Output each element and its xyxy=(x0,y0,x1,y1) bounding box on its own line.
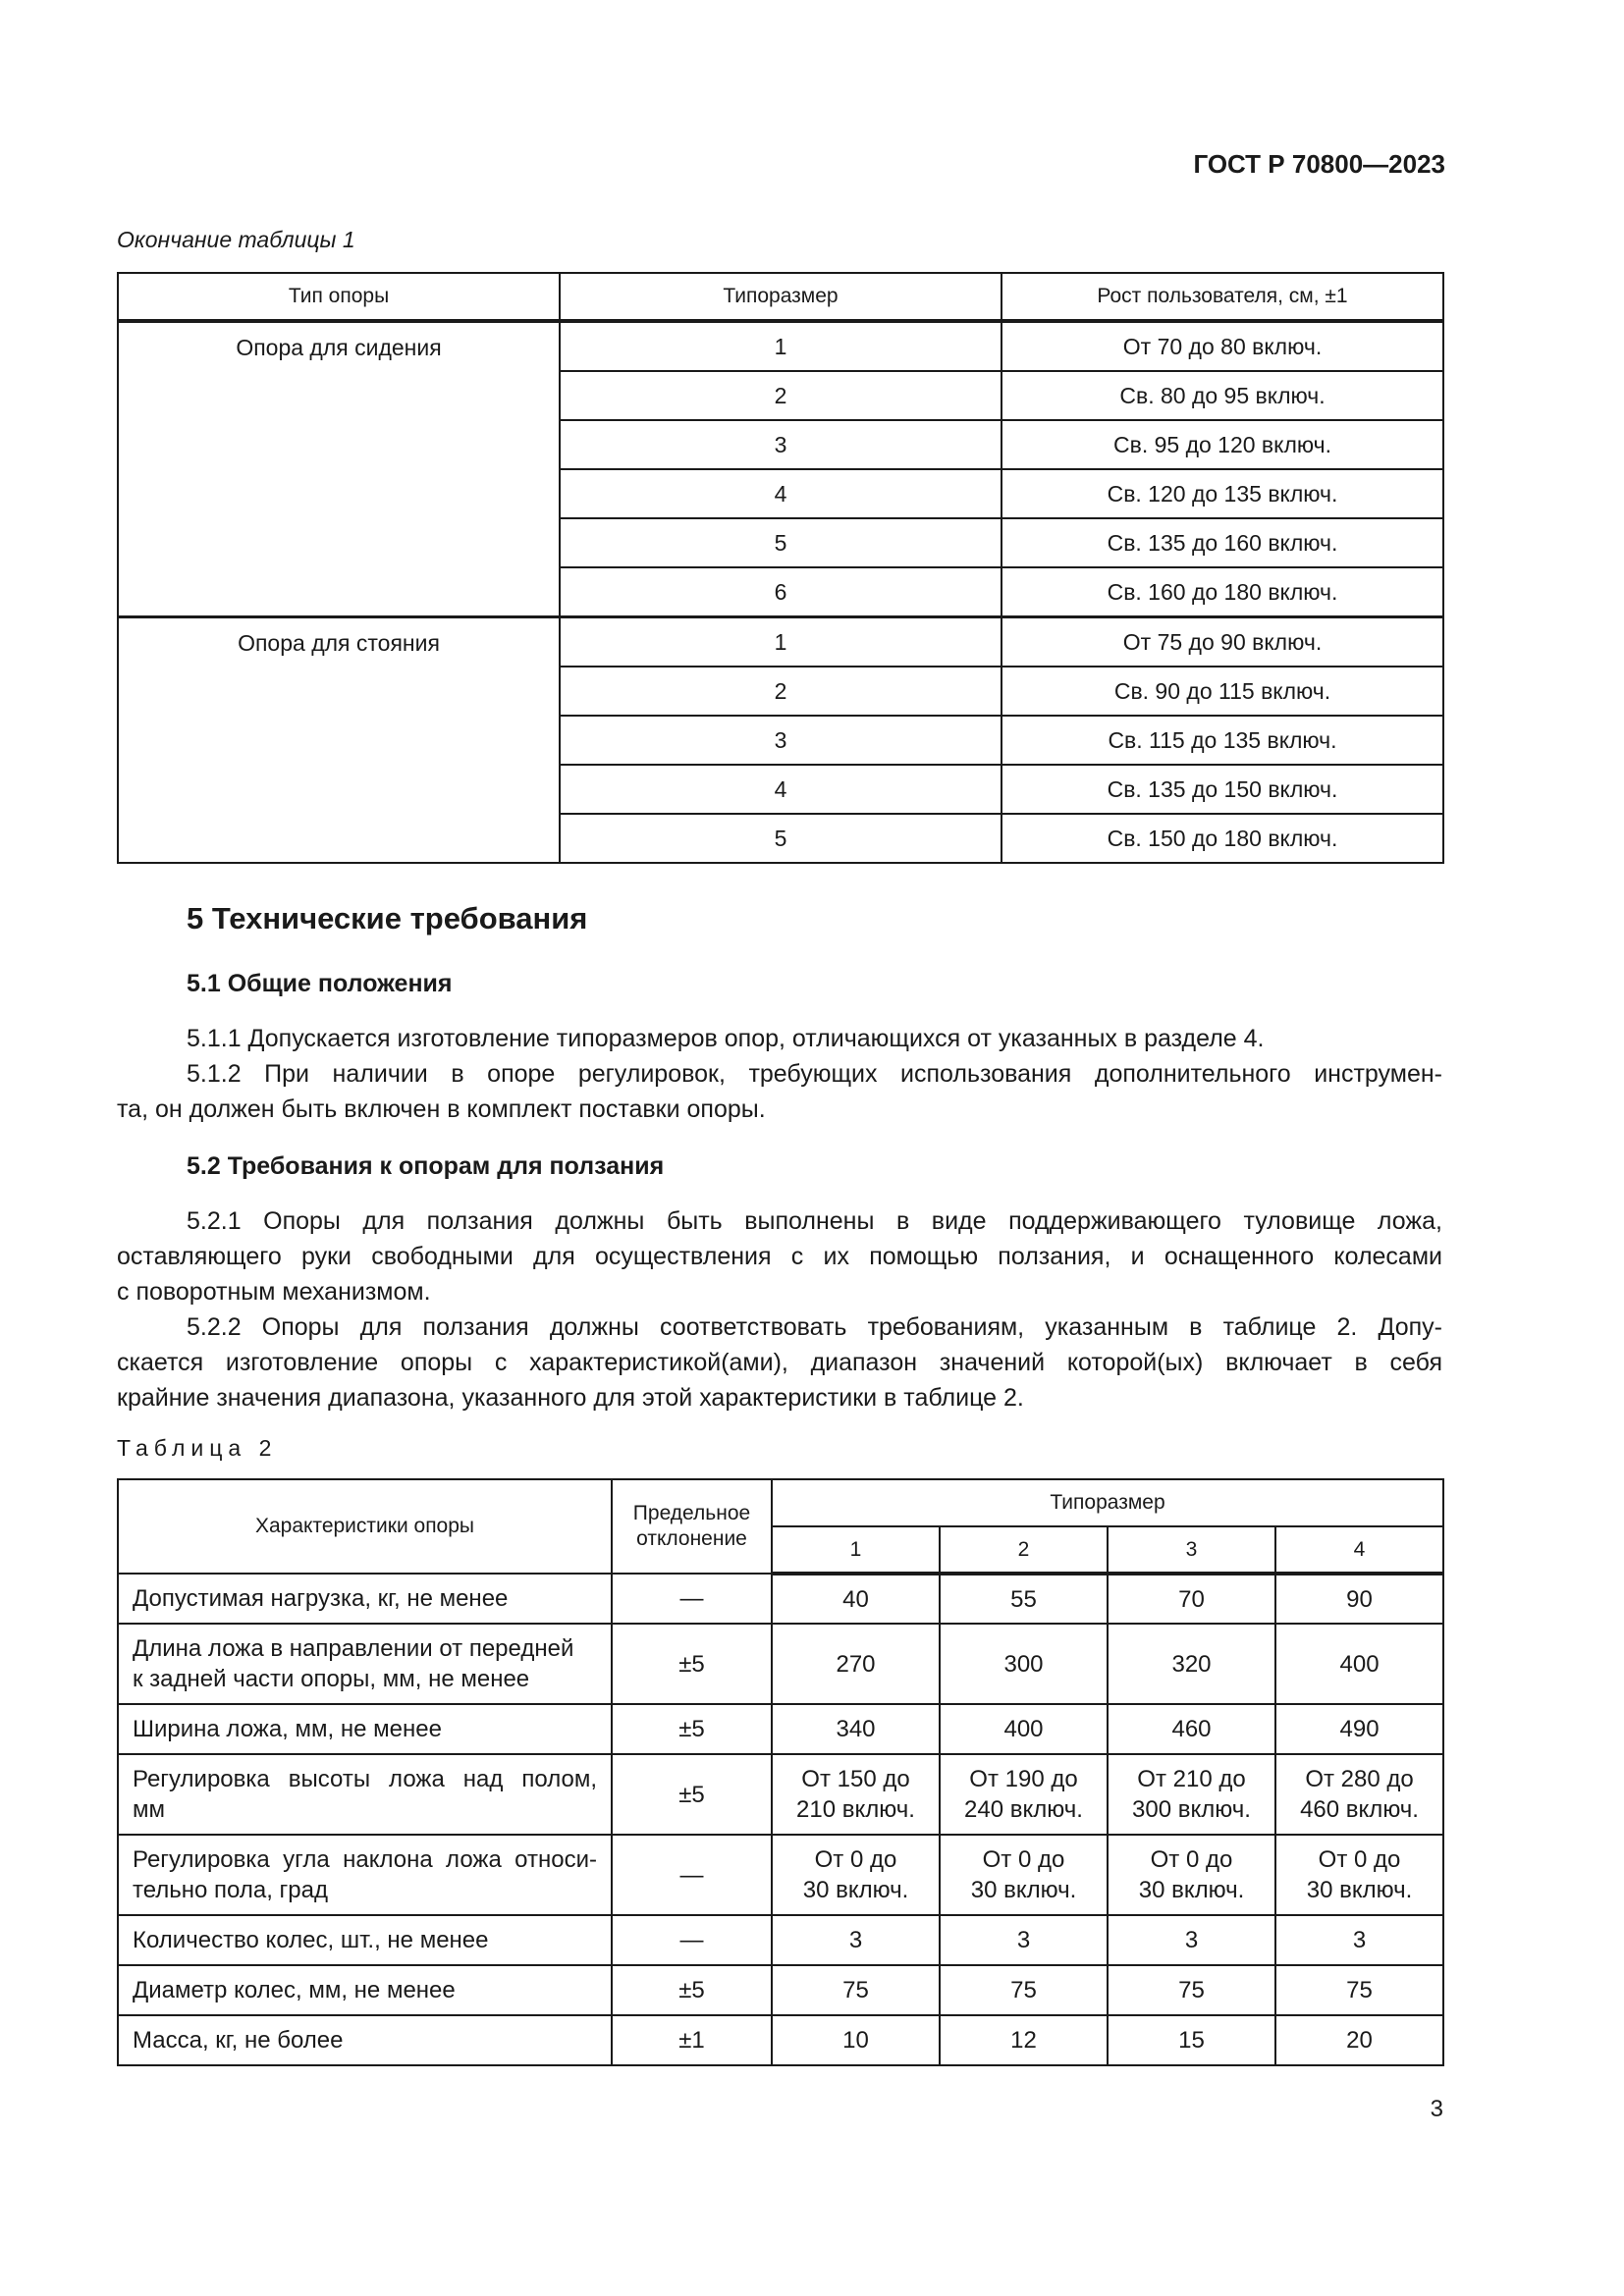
table2-value: 40 xyxy=(772,1574,940,1624)
table2-deviation: ±5 xyxy=(612,1965,772,2015)
table2-value-line: 300 включ. xyxy=(1132,1796,1251,1823)
table2-value: 3 xyxy=(1108,1915,1275,1965)
table2-characteristic-line: Регулировка высоты ложа над полом, xyxy=(133,1766,597,1792)
table2-value-line: 460 включ. xyxy=(1300,1796,1419,1823)
document-code: ГОСТ Р 70800—2023 xyxy=(1193,149,1445,179)
table2-deviation: ±5 xyxy=(612,1704,772,1754)
table2-size-2: 2 xyxy=(940,1526,1108,1574)
table2-value xyxy=(940,1754,1108,1835)
table2-value: 70 xyxy=(1108,1574,1275,1624)
table2-value: 3 xyxy=(1275,1915,1443,1965)
paragraph-5-1-1 xyxy=(117,1021,1442,1056)
table1-col-type: Тип опоры xyxy=(118,273,560,321)
table2-characteristic-line: тельно пола, град xyxy=(133,1877,329,1903)
section-5-heading: 5 Технические требования xyxy=(187,901,588,935)
table2-value-line: От 0 до xyxy=(1318,1846,1401,1873)
table-row xyxy=(118,1835,1443,1915)
table2-value xyxy=(1108,1835,1275,1915)
table2-value: 20 xyxy=(1275,2015,1443,2065)
table2-value: 90 xyxy=(1275,1574,1443,1624)
paragraph-line: та, он должен быть включен в комплект поставки опоры. xyxy=(117,1095,766,1123)
table1-size: 2 xyxy=(560,371,1001,420)
table2-value: 15 xyxy=(1108,2015,1275,2065)
table2-deviation: ±5 xyxy=(612,1754,772,1835)
paragraph-line: 5.1.1 Допускается изготовление типоразмеров опор, отличающихся от указанных в разделе 4. xyxy=(187,1025,1265,1052)
table2-value-line: От 190 до xyxy=(969,1766,1078,1792)
table1-height: Св. 150 до 180 включ. xyxy=(1001,814,1443,863)
page-number: 3 xyxy=(1430,2096,1443,2122)
table2-header-row xyxy=(118,1479,1443,1526)
table2-value-line: 30 включ. xyxy=(1138,1877,1245,1903)
table2-characteristic: Ширина ложа, мм, не менее xyxy=(118,1704,612,1754)
table2-characteristic xyxy=(118,1754,612,1835)
table2-characteristic: Количество колес, шт., не менее xyxy=(118,1915,612,1965)
table2-value-line: 30 включ. xyxy=(970,1877,1077,1903)
table2-value: 75 xyxy=(1108,1965,1275,2015)
table1-header-row xyxy=(118,273,1443,321)
table1-size: 1 xyxy=(560,617,1001,667)
table2-value-line: От 0 до xyxy=(1150,1846,1233,1873)
table-2 xyxy=(117,1478,1444,2066)
table1-caption: Окончание таблицы 1 xyxy=(117,227,355,252)
table2-characteristic-line: мм xyxy=(133,1796,165,1823)
table2-value-line: 240 включ. xyxy=(964,1796,1083,1823)
paragraph-line: скается изготовление опоры с характеристикой(ами), диапазон значений которой(ых) включает в себя xyxy=(117,1349,1442,1376)
table2-value: 75 xyxy=(1275,1965,1443,2015)
table1-height: Св. 90 до 115 включ. xyxy=(1001,667,1443,716)
table1-height: Св. 95 до 120 включ. xyxy=(1001,420,1443,469)
table2-value-line: От 0 до xyxy=(814,1846,897,1873)
table-row xyxy=(118,321,1443,371)
table2-characteristic xyxy=(118,1835,612,1915)
table1-height: Св. 80 до 95 включ. xyxy=(1001,371,1443,420)
paragraph-5-2-2 xyxy=(117,1309,1442,1415)
table-row xyxy=(118,1624,1443,1704)
table2-value-line: 30 включ. xyxy=(1306,1877,1413,1903)
section-5-2-heading: 5.2 Требования к опорам для ползания xyxy=(187,1152,665,1180)
paragraph-line: оставляющего руки свободными для осуществления с их помощью ползания, и оснащенного колесами xyxy=(117,1243,1442,1270)
table2-size-3: 3 xyxy=(1108,1526,1275,1574)
table1-size: 4 xyxy=(560,469,1001,518)
paragraph-line: 5.1.2 При наличии в опоре регулировок, требующих использования дополнительного инструмен- xyxy=(187,1060,1442,1088)
table2-deviation: — xyxy=(612,1835,772,1915)
table1-height: От 75 до 90 включ. xyxy=(1001,617,1443,667)
table-1 xyxy=(117,272,1444,864)
table2-characteristic: Допустимая нагрузка, кг, не менее xyxy=(118,1574,612,1624)
paragraph-line: 5.2.1 Опоры для ползания должны быть выполнены в виде поддерживающего туловище ложа, xyxy=(187,1207,1442,1235)
table1-size: 6 xyxy=(560,567,1001,617)
table2-value xyxy=(1108,1754,1275,1835)
table2-value-line: 30 включ. xyxy=(802,1877,909,1903)
table2-size-1: 1 xyxy=(772,1526,940,1574)
table1-col-height: Рост пользователя, см, ±1 xyxy=(1001,273,1443,321)
table-row xyxy=(118,1915,1443,1965)
table1-size: 3 xyxy=(560,716,1001,765)
table1-height: Св. 120 до 135 включ. xyxy=(1001,469,1443,518)
table2-deviation: ±1 xyxy=(612,2015,772,2065)
table1-height: Св. 135 до 160 включ. xyxy=(1001,518,1443,567)
paragraph-5-1-2 xyxy=(117,1056,1442,1127)
table1-type-standing: Опора для стояния xyxy=(118,617,560,864)
table2-value: 12 xyxy=(940,2015,1108,2065)
table2-value: 490 xyxy=(1275,1704,1443,1754)
table2-deviation: — xyxy=(612,1574,772,1624)
table1-size: 2 xyxy=(560,667,1001,716)
table2-value: 460 xyxy=(1108,1704,1275,1754)
table2-deviation: — xyxy=(612,1915,772,1965)
table2-value: 75 xyxy=(772,1965,940,2015)
paragraph-line: 5.2.2 Опоры для ползания должны соответствовать требованиям, указанным в таблице 2. Допу- xyxy=(187,1313,1442,1341)
table1-height: От 70 до 80 включ. xyxy=(1001,321,1443,371)
table2-characteristic-line: к задней части опоры, мм, не менее xyxy=(133,1666,530,1692)
table2-characteristic: Диаметр колес, мм, не менее xyxy=(118,1965,612,2015)
table2-characteristic-line: Регулировка угла наклона ложа относи- xyxy=(133,1846,597,1873)
table2-value-line: От 280 до xyxy=(1305,1766,1414,1792)
section-5-1-heading: 5.1 Общие положения xyxy=(187,970,453,997)
table1-size: 4 xyxy=(560,765,1001,814)
table1-size: 1 xyxy=(560,321,1001,371)
table2-value xyxy=(1275,1754,1443,1835)
table1-height: Св. 115 до 135 включ. xyxy=(1001,716,1443,765)
table2-value-line: От 0 до xyxy=(982,1846,1065,1873)
table2-value: 270 xyxy=(772,1624,940,1704)
table2-size-4: 4 xyxy=(1275,1526,1443,1574)
table1-col-size: Типоразмер xyxy=(560,273,1001,321)
table2-value: 300 xyxy=(940,1624,1108,1704)
table2-col-deviation-line: Предельное xyxy=(632,1502,751,1524)
table2-deviation: ±5 xyxy=(612,1624,772,1704)
table2-value: 340 xyxy=(772,1704,940,1754)
table1-size: 5 xyxy=(560,814,1001,863)
table2-characteristic-line: Длина ложа в направлении от передней xyxy=(133,1635,574,1662)
table1-size: 3 xyxy=(560,420,1001,469)
table1-height: Св. 160 до 180 включ. xyxy=(1001,567,1443,617)
table1-size: 5 xyxy=(560,518,1001,567)
table2-col-characteristics: Характеристики опоры xyxy=(118,1479,612,1574)
table2-value: 400 xyxy=(940,1704,1108,1754)
table2-value: 3 xyxy=(772,1915,940,1965)
table2-characteristic xyxy=(118,1624,612,1704)
table2-col-size-group: Типоразмер xyxy=(772,1479,1443,1526)
table2-value: 320 xyxy=(1108,1624,1275,1704)
table-row xyxy=(118,1704,1443,1754)
paragraph-5-2-1 xyxy=(117,1203,1442,1309)
table-row xyxy=(118,1965,1443,2015)
table2-value xyxy=(772,1835,940,1915)
table2-col-deviation-line: отклонение xyxy=(636,1527,747,1550)
table2-value-line: От 210 до xyxy=(1137,1766,1246,1792)
table2-value xyxy=(1275,1835,1443,1915)
paragraph-line: крайние значения диапазона, указанного для этой характеристики в таблице 2. xyxy=(117,1384,1024,1412)
table1-type-sitting: Опора для сидения xyxy=(118,321,560,617)
table1-height: Св. 135 до 150 включ. xyxy=(1001,765,1443,814)
table2-value: 55 xyxy=(940,1574,1108,1624)
table2-value: 3 xyxy=(940,1915,1108,1965)
table2-caption: Таблица 2 xyxy=(117,1435,278,1461)
table2-value xyxy=(772,1754,940,1835)
table2-value-line: 210 включ. xyxy=(796,1796,915,1823)
table2-value: 10 xyxy=(772,2015,940,2065)
table-row xyxy=(118,617,1443,667)
table2-value: 400 xyxy=(1275,1624,1443,1704)
table-row xyxy=(118,1754,1443,1835)
table2-value xyxy=(940,1835,1108,1915)
table2-value-line: От 150 до xyxy=(801,1766,910,1792)
paragraph-line: с поворотным механизмом. xyxy=(117,1278,431,1306)
table-row xyxy=(118,2015,1443,2065)
table-row xyxy=(118,1574,1443,1624)
table2-col-deviation xyxy=(612,1479,772,1574)
table2-value: 75 xyxy=(940,1965,1108,2015)
table2-characteristic: Масса, кг, не более xyxy=(118,2015,612,2065)
